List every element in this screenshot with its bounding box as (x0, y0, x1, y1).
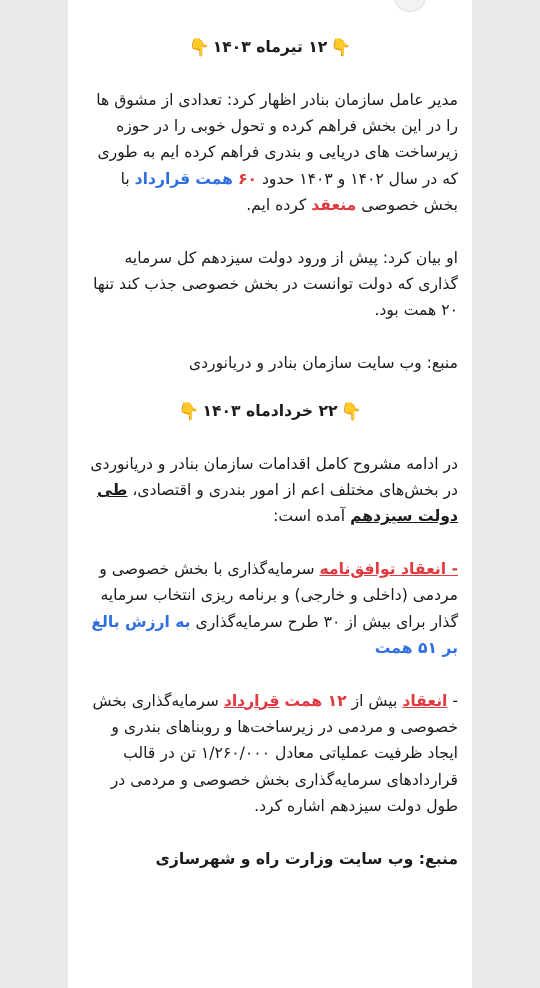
spacer (82, 662, 458, 688)
spacer (82, 820, 458, 846)
spacer (82, 219, 458, 245)
text-run: بیش از (346, 691, 403, 710)
spacer (82, 324, 458, 350)
section2-source (82, 846, 458, 872)
spacer (82, 530, 458, 556)
section1-source: منبع: وب سایت سازمان بنادر و دریانوردی (188, 353, 458, 372)
text-run: سرمایه‌گذاری بخش خصوصی و مردمی در زیرساخت‌ها و روبناهای بندری و ایجاد ظرفیت عملیاتی معادل ۱/۲۶۰/۰۰۰ تن در قالب قراردادهای سرمایه‌گذاری بخش خصوصی و مردمی در طول دولت سیزدهم اشاره کرد. (92, 691, 458, 816)
scroll-top-button[interactable] (394, 0, 426, 12)
highlight-concluded: منعقد (311, 196, 357, 215)
section1-date: ۱۲ تیرماه ۱۴۰۳ (212, 38, 328, 56)
highlight-unit: همت (195, 169, 233, 188)
section2-date: ۲۲ خردادماه ۱۴۰۳ (202, 402, 338, 421)
section2-paragraph1 (82, 451, 458, 530)
text-run: با بخش خصوصی (120, 169, 458, 215)
pointing-down-icon: 👇 (188, 37, 210, 58)
highlight-contract: قرارداد (134, 169, 191, 188)
right-background-rail (470, 0, 540, 988)
text-run: آمده است: (273, 507, 351, 526)
highlight-contract: قرارداد (223, 691, 280, 710)
highlight-agreement: - انعقاد توافق‌نامه (319, 559, 458, 578)
section2-paragraph2 (82, 556, 458, 662)
pointing-down-icon: 👇 (178, 401, 200, 422)
highlight-value: به ارزش بالغ بر ۵۱ همت (91, 612, 458, 658)
section1-heading (82, 34, 458, 61)
spacer (82, 376, 458, 398)
text-run: کرده ایم. (246, 196, 312, 215)
section2-paragraph3 (82, 688, 458, 820)
text-run: سرمایه‌گذاری با بخش خصوصی و مردمی (داخلی و خارجی) و برنامه ریزی انتخاب سرمایه گذار برای بیش از ۳۰ طرح سرمایه‌گذاری (99, 559, 458, 631)
text-run: - (447, 691, 458, 710)
source-label: منبع: (418, 849, 458, 868)
spacer (82, 61, 458, 87)
highlight-government: طی دولت سیزدهم (96, 481, 458, 526)
pointing-down-icon: 👇 (340, 401, 362, 422)
text-run: مدیر عامل سازمان بنادر اظهار کرد: تعدادی از مشوق ها را در این بخش فراهم کرده و تحول خوبی را در حوزه زیرساخت های دریایی و بندری فراهم کرده ایم به طوری که در سال ۱۴۰۲ و ۱۴۰۳ حدود (96, 90, 458, 188)
section1-paragraph2: او بیان کرد: پیش از ورود دولت سیزدهم کل سرمایه گذاری که دولت توانست در بخش خصوصی جذب کند تنها ۲۰ همت بود. (93, 248, 458, 320)
section2-heading (82, 398, 458, 425)
highlight-amount: ۱۲ همت (284, 691, 347, 710)
pointing-down-icon: 👇 (330, 37, 352, 58)
spacer (82, 425, 458, 451)
highlight-concluded: انعقاد (402, 691, 448, 710)
text-run: در ادامه مشروح کامل اقدامات سازمان بنادر و دریانوردی در بخش‌های مختلف اعم از امور بندری و اقتصادی، (90, 454, 458, 500)
source-text: وب سایت وزارت راه و شهرسازی (155, 849, 419, 868)
left-background-rail (0, 0, 70, 988)
section1-paragraph1 (82, 87, 458, 219)
message-card (68, 0, 472, 988)
highlight-number: ۶۰ (237, 169, 258, 188)
